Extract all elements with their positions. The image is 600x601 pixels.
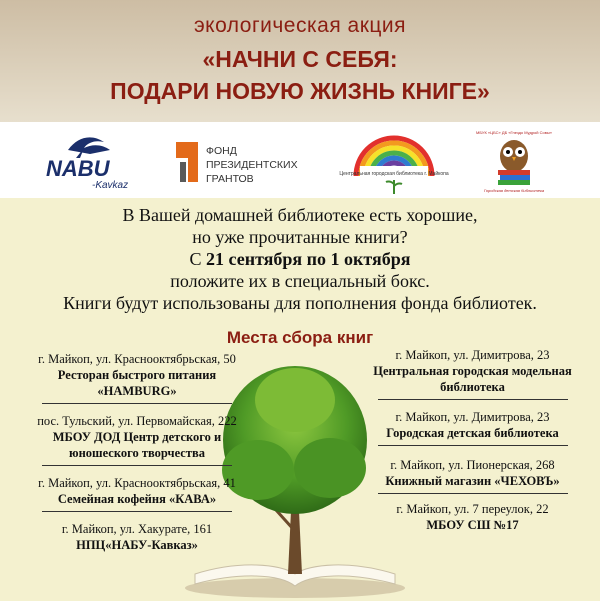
place-name: Центральная городская модельная: [373, 364, 572, 378]
header-banner: [0, 0, 600, 122]
place-right-1: [360, 348, 585, 400]
separator: [42, 511, 232, 512]
fund-line1: ФОНД: [206, 145, 237, 157]
nabu-name: NABU: [46, 156, 110, 181]
fund-line3: ГРАНТОВ: [206, 173, 254, 185]
fund-line2: ПРЕЗИДЕНТСКИХ: [206, 159, 298, 171]
place-name: МБОУ ДОД Центр детского и: [52, 430, 222, 444]
place-address: г. Майкоп, ул. 7 переулок, 22: [396, 502, 549, 516]
place-address: г. Майкоп, ул. Хакурате, 161: [61, 522, 213, 536]
place-right-3: [360, 458, 585, 494]
separator: [42, 403, 232, 404]
place-address: г. Майкоп, ул. Краснооктябрьская, 50: [38, 352, 236, 366]
nabu-sub: -Kavkaz: [92, 180, 129, 191]
place-left-2: [12, 414, 262, 466]
place-right-4: [360, 502, 585, 533]
place-left-1: [22, 352, 252, 404]
event-subtitle: экологическая акция: [193, 14, 407, 37]
owl-logo-bottom: Городская детская библиотека: [483, 188, 545, 193]
separator: [378, 445, 568, 446]
place-address: пос. Тульский, ул. Первомайская, 222: [37, 414, 237, 428]
intro-line3: [0, 248, 600, 270]
intro-dates: 21 сентября по 1 октября: [206, 249, 411, 269]
place-address: г. Майкоп, ул. Пионерская, 268: [390, 458, 555, 472]
fund-logo: [172, 134, 322, 190]
intro-line1: В Вашей домашней библиотеке есть хорошие,: [122, 205, 478, 225]
place-address: г. Майкоп, ул. Димитрова, 23: [395, 348, 550, 362]
separator: [378, 399, 568, 400]
intro-text: [0, 204, 600, 314]
place-name-cont: библиотека: [440, 380, 505, 394]
place-right-2: [360, 410, 585, 446]
place-name: Семейная кофейня «КАВА»: [57, 492, 217, 506]
intro-line4: положите их в специальный бокс.: [170, 271, 430, 291]
separator: [42, 465, 232, 466]
place-name: Книжный магазин «ЧЕХОВЪ»: [385, 474, 560, 488]
logo-strip: [0, 122, 600, 198]
nabu-logo: [40, 128, 150, 192]
library-logo: [339, 126, 449, 196]
owl-logo-top: МБУК «ЦБС» ДБ «Гнездо Мудрой Совы»: [476, 130, 552, 135]
event-title-line1: «НАЧНИ С СЕБЯ:: [202, 46, 398, 72]
place-name: НПЦ«НАБУ-Кавказ»: [76, 538, 198, 552]
intro-line5: Книги будут использованы для пополнения фонда библиотек.: [63, 293, 537, 313]
intro-dates-prefix: С: [189, 249, 206, 269]
event-title-line2: ПОДАРИ НОВУЮ ЖИЗНЬ КНИГЕ»: [110, 78, 490, 104]
separator: [378, 493, 568, 494]
place-name: Городская детская библиотека: [386, 426, 559, 440]
place-address: г. Майкоп, ул. Краснооктябрьская, 41: [38, 476, 236, 490]
place-name-cont: юношеского творчества: [69, 446, 205, 460]
place-left-4: [22, 522, 252, 553]
intro-line2: но уже прочитанные книги?: [192, 227, 408, 247]
owl-library-logo: [478, 126, 550, 196]
library-text: Центральная городская библиотека г. Майкопа: [339, 171, 449, 177]
place-name: Ресторан быстрого питания: [57, 368, 217, 382]
place-name-cont: «HAMBURG»: [97, 384, 177, 398]
place-name: МБОУ СШ №17: [426, 518, 519, 532]
place-left-3: [22, 476, 252, 512]
collection-points-title: Места сбора книг: [226, 328, 374, 347]
place-address: г. Майкоп, ул. Димитрова, 23: [395, 410, 550, 424]
